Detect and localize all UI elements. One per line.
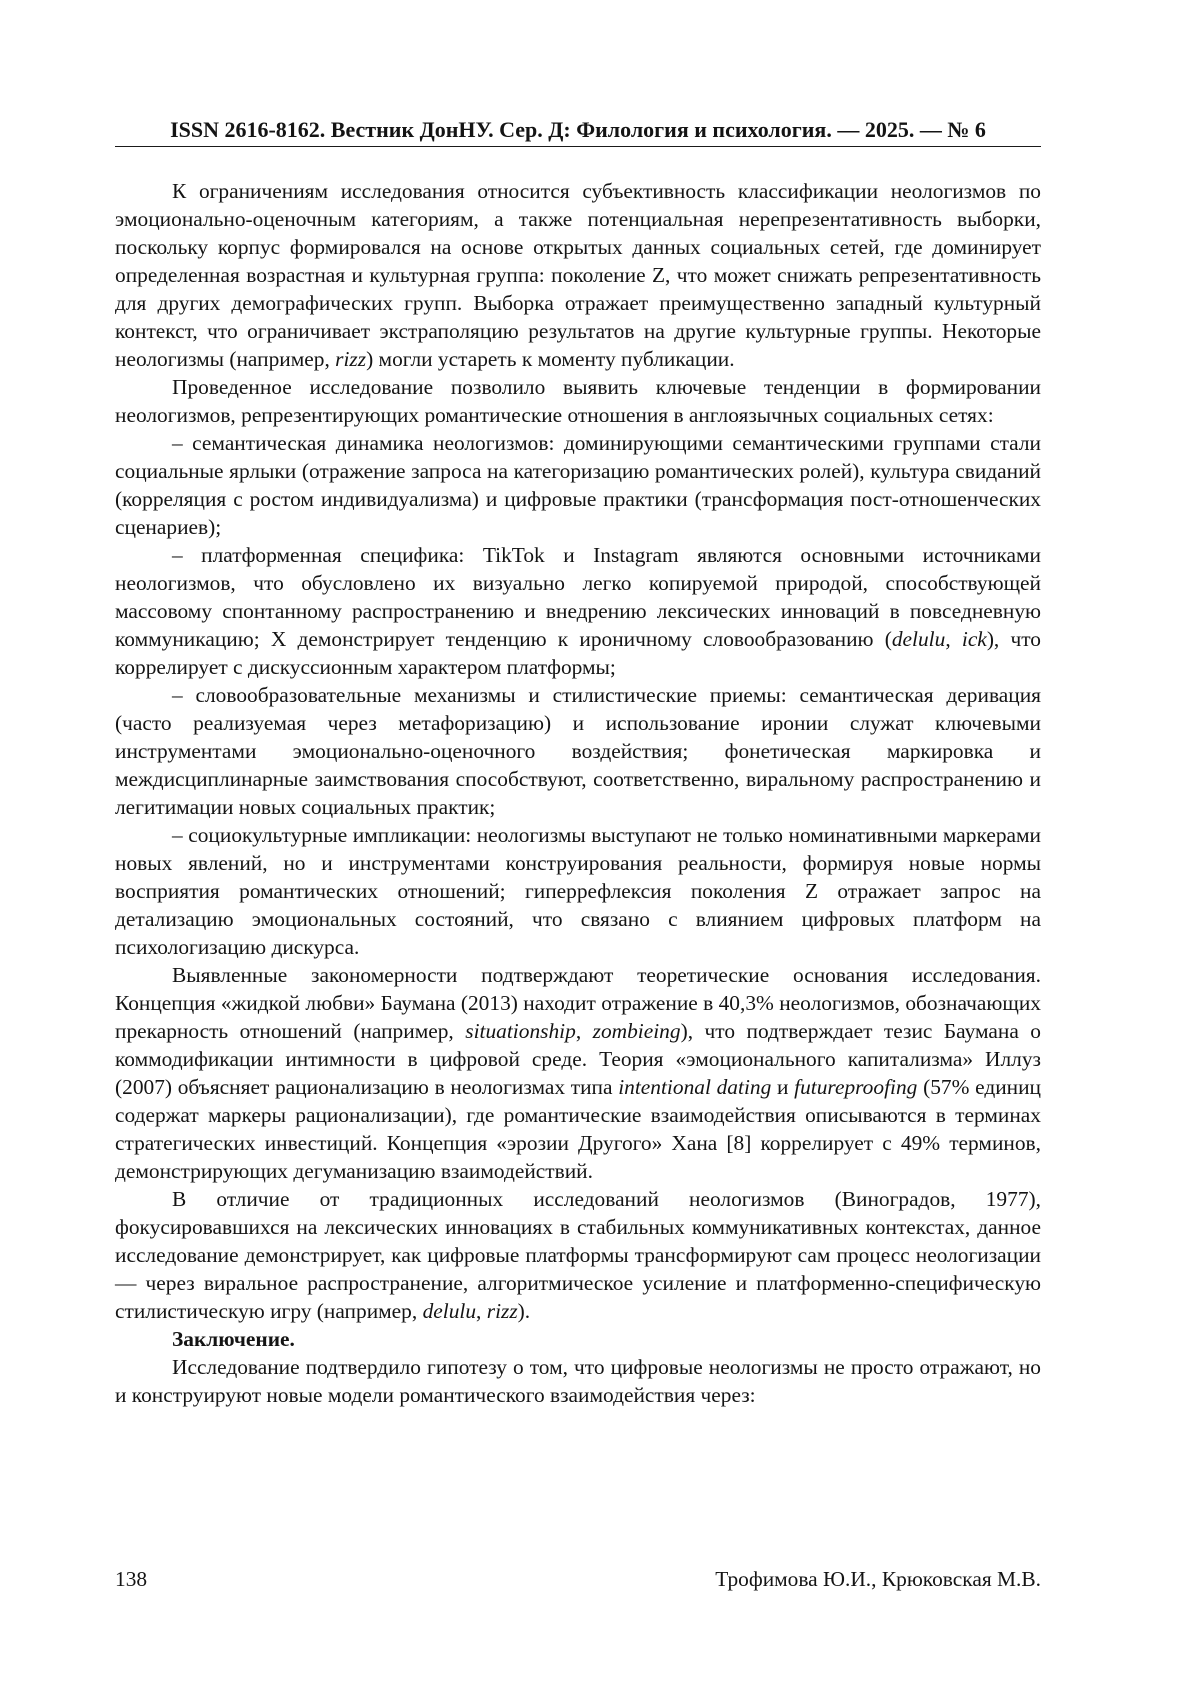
list-item-word-formation: – словообразовательные механизмы и стилистические приемы: семантическая деривация (часто реализуемая через метафоризацию) и использование иронии служат ключевыми инструментами эмоционально-оценочного воздействия; фонетическая маркировка и междисциплинарные заимствования способствуют, соответственно, виральному распространению и легитимации новых социальных практик; <box>115 683 1041 819</box>
paragraph-comparison: В отличие от традиционных исследований неологизмов (Виноградов, 1977), фокусировавшихся на лексических инновациях в стабильных коммуникативных контекстах, данное исследование демонстрирует, как цифровые платформы трансформируют сам процесс неологизации — через виральное распространение, алгоритмическое усиление и платформенно-специфическую стилистическую игру (например, delulu, rizz). <box>115 1187 1041 1323</box>
page-number: 138 <box>115 1567 148 1591</box>
term-zombieing: zombieing <box>592 1019 681 1043</box>
article-body <box>115 177 1041 1409</box>
list-item-sociocultural: – социокультурные импликации: неологизмы выступают не только номинативными маркерами новых явлений, но и инструментами конструирования реальности, формируя новые нормы восприятия романтических отношений; гиперрефлексия поколения Z отражает запрос на детализацию эмоциональных состояний, что связано с влиянием цифровых платформ на психологизацию дискурса. <box>115 823 1041 959</box>
term-ick: ick <box>961 627 987 651</box>
paragraph-limitations: К ограничениям исследования относится субъективность классификации неологизмов по эмоционально-оценочным категориям, а также потенциальная нерепрезентативность выборки, поскольку корпус формировался на основе открытых данных социальных сетей, где доминирует определенная возрастная и культурная группа: поколение Z, что может снижать репрезентативность для других демографических групп. Выборка отражает преимущественно западный культурный контекст, что ограничивает экстраполяцию результатов на другие культурные группы. Некоторые неологизмы (например, rizz) могли устареть к моменту публикации. <box>115 179 1041 371</box>
paragraph-findings-intro: Проведенное исследование позволило выявить ключевые тенденции в формировании неологизмов, репрезентирующих романтические отношения в англоязычных социальных сетях: <box>115 375 1041 427</box>
list-item-platform-specifics: – платформенная специфика: TikTok и Instagram являются основными источниками неологизмов, что обусловлено их визуально легко копируемой природой, способствующей массовому спонтанному распространению и внедрению лексических инноваций в повседневную коммуникацию; X демонстрирует тенденцию к ироничному словообразованию (delulu, ick), что коррелирует с дискуссионным характером платформы; <box>115 543 1041 679</box>
term-futureproofing: futureproofing <box>794 1075 918 1099</box>
list-item-semantic-dynamics: – семантическая динамика неологизмов: доминирующими семантическими группами стали социальные ярлыки (отражение запроса на категоризацию романтических ролей), культура свиданий (корреляция с ростом индивидуализма) и цифровые практики (трансформация пост-отношенческих сценариев); <box>115 431 1041 539</box>
paragraph-conclusion: Исследование подтвердило гипотезу о том, что цифровые неологизмы не просто отражают, но и конструируют новые модели романтического взаимодействия через: <box>115 1355 1041 1407</box>
term-intentional-dating: intentional dating <box>618 1075 772 1099</box>
term-delulu: delulu <box>422 1299 477 1323</box>
running-header: ISSN 2616-8162. Вестник ДонНУ. Сер. Д: Филология и психология. — 2025. — № 6 <box>115 116 1041 147</box>
section-title: Заключение. <box>172 1327 295 1351</box>
paragraph-theory: Выявленные закономерности подтверждают теоретические основания исследования. Концепция «жидкой любви» Баумана (2013) находит отражение в 40,3% неологизмов, обозначающих прекарность отношений (например, situationship, zombieing), что подтверждает тезис Баумана о коммодификации интимности в цифровой среде. Теория «эмоционального капитализма» Иллуз (2007) объясняет рационализацию в неологизмах типа intentional dating и futureproofing (57% единиц содержат маркеры рационализации), где романтические взаимодействия описываются в терминах стратегических инвестиций. Концепция «эрозии Другого» Хана [8] коррелирует с 49% терминов, демонстрирующих дегуманизацию взаимодействий. <box>115 963 1041 1183</box>
term-situationship: situationship <box>465 1019 576 1043</box>
authors: Трофимова Ю.И., Крюковская М.В. <box>715 1567 1041 1591</box>
term-rizz: rizz <box>335 347 367 371</box>
term-rizz: rizz <box>486 1299 518 1323</box>
term-delulu: delulu <box>891 627 946 651</box>
